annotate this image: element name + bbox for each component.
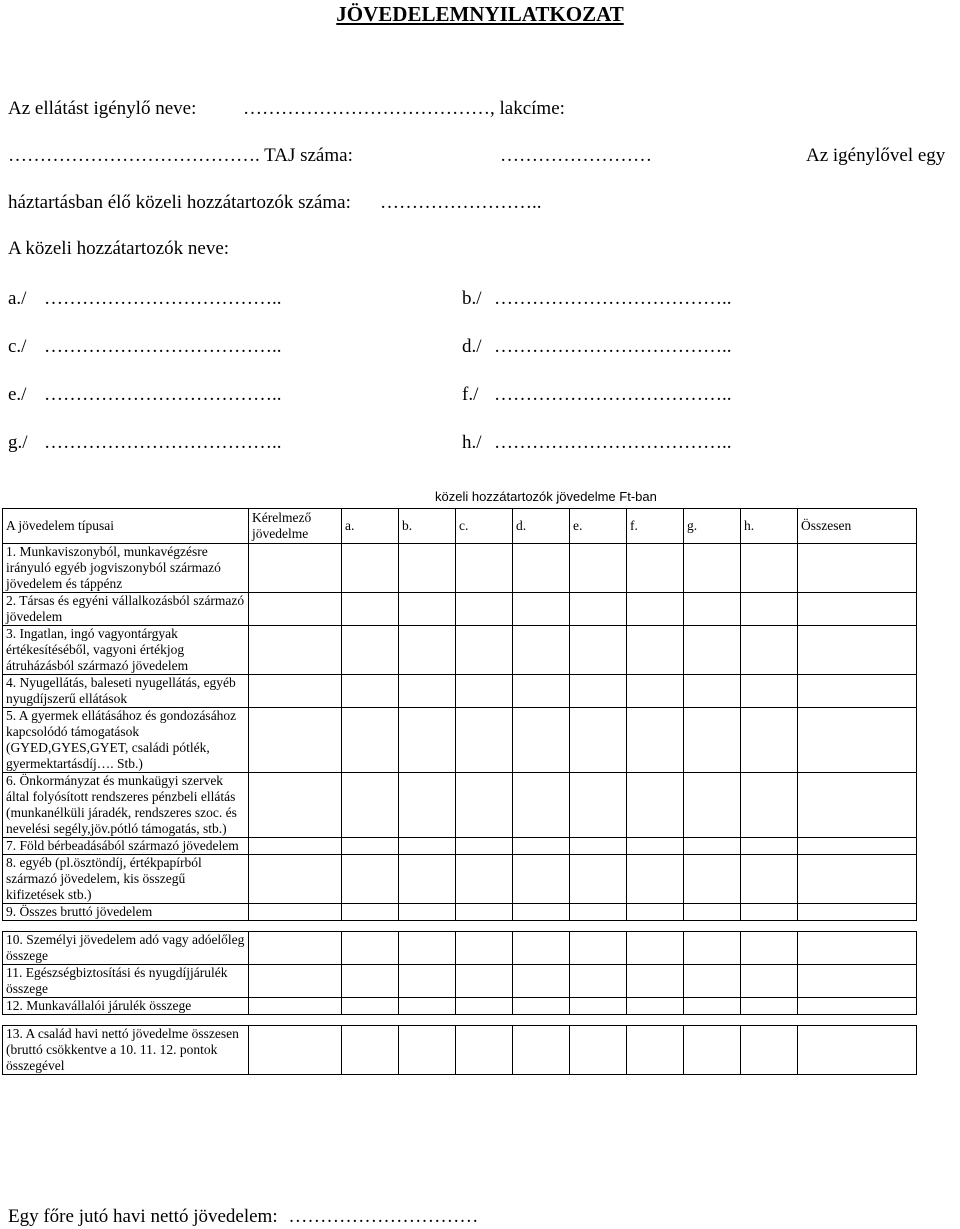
- applicant-income-cell[interactable]: [249, 773, 342, 838]
- table-row: [3, 675, 917, 708]
- total-income-cell[interactable]: [798, 708, 917, 773]
- total-income-cell[interactable]: [798, 626, 917, 675]
- header-income-type: A jövedelem típusai: [3, 509, 249, 544]
- member-income-cell[interactable]: [456, 838, 513, 855]
- member-income-cell[interactable]: [627, 965, 684, 998]
- header-member-b: b.: [399, 509, 456, 544]
- total-income-cell[interactable]: [798, 838, 917, 855]
- total-income-cell[interactable]: [798, 593, 917, 626]
- member-income-cell[interactable]: [399, 965, 456, 998]
- income-type-label: 8. egyéb (pl.ösztöndíj, értékpapírból származó jövedelem, kis összegű kifizetések stb.): [3, 855, 249, 904]
- member-income-cell[interactable]: [684, 855, 741, 904]
- member-income-cell[interactable]: [513, 675, 570, 708]
- member-income-cell[interactable]: [570, 544, 627, 593]
- total-income-cell[interactable]: [798, 544, 917, 593]
- income-type-label: 13. A család havi nettó jövedelme összesen (bruttó csökkentve a 10. 11. 12. pontok összegével: [3, 1026, 249, 1075]
- member-income-cell[interactable]: [570, 1026, 627, 1075]
- table-row: [3, 773, 917, 838]
- member-income-cell[interactable]: [741, 773, 798, 838]
- member-income-cell[interactable]: [627, 773, 684, 838]
- member-income-cell[interactable]: [684, 708, 741, 773]
- member-income-cell[interactable]: [627, 593, 684, 626]
- household-count-label: háztartásban élő közeli hozzátartozók száma:: [8, 192, 351, 213]
- member-income-cell[interactable]: [741, 932, 798, 965]
- total-income-cell[interactable]: [798, 1026, 917, 1075]
- member-income-cell[interactable]: [570, 932, 627, 965]
- relative-name-field[interactable]: ………………………………..: [44, 336, 282, 357]
- table-header-row: [3, 509, 917, 544]
- relative-name-field[interactable]: ………………………………..: [494, 288, 732, 309]
- member-income-cell[interactable]: [399, 998, 456, 1015]
- member-income-cell[interactable]: [684, 593, 741, 626]
- member-income-cell[interactable]: [399, 904, 456, 921]
- relative-label: e./: [8, 384, 27, 405]
- member-income-cell[interactable]: [456, 1026, 513, 1075]
- member-income-cell[interactable]: [456, 998, 513, 1015]
- table-row: [3, 998, 917, 1015]
- income-type-label: 9. Összes bruttó jövedelem: [3, 904, 249, 921]
- income-type-label: 12. Munkavállalói járulék összege: [3, 998, 249, 1015]
- member-income-cell[interactable]: [570, 773, 627, 838]
- member-income-cell[interactable]: [456, 544, 513, 593]
- member-income-cell[interactable]: [513, 708, 570, 773]
- per-capita-income-line: [8, 1206, 478, 1228]
- member-income-cell[interactable]: [570, 675, 627, 708]
- applicant-income-cell[interactable]: [249, 965, 342, 998]
- member-income-cell[interactable]: [570, 998, 627, 1015]
- member-income-cell[interactable]: [627, 838, 684, 855]
- member-income-cell[interactable]: [342, 544, 399, 593]
- member-income-cell[interactable]: [741, 675, 798, 708]
- member-income-cell[interactable]: [456, 965, 513, 998]
- member-income-cell[interactable]: [399, 932, 456, 965]
- table-row: [3, 965, 917, 998]
- applicant-income-cell[interactable]: [249, 838, 342, 855]
- member-income-cell[interactable]: [399, 675, 456, 708]
- member-income-cell[interactable]: [684, 838, 741, 855]
- member-income-cell[interactable]: [342, 965, 399, 998]
- income-type-label: 6. Önkormányzat és munkaügyi szervek által folyósított rendszeres pénzbeli ellátás (munkanélküli járadék, rendszeres szoc. és nevelési segély,jöv.pótló támogatás, stb.): [3, 773, 249, 838]
- header-member-c: c.: [456, 509, 513, 544]
- table-row: [3, 1026, 917, 1075]
- member-income-cell[interactable]: [342, 773, 399, 838]
- income-type-label: 7. Föld bérbeadásából származó jövedelem: [3, 838, 249, 855]
- member-income-cell[interactable]: [342, 855, 399, 904]
- member-income-cell[interactable]: [513, 932, 570, 965]
- table-spacer-cell: [3, 1015, 917, 1026]
- member-income-cell[interactable]: [456, 675, 513, 708]
- member-income-cell[interactable]: [456, 932, 513, 965]
- member-income-cell[interactable]: [627, 904, 684, 921]
- relative-label: f./: [462, 384, 479, 405]
- taj-number-field[interactable]: ……………………: [500, 145, 652, 166]
- member-income-cell[interactable]: [456, 626, 513, 675]
- applicant-income-cell[interactable]: [249, 1026, 342, 1075]
- member-income-cell[interactable]: [513, 544, 570, 593]
- member-income-cell[interactable]: [342, 675, 399, 708]
- member-income-cell[interactable]: [399, 773, 456, 838]
- per-capita-income-field[interactable]: …………………………: [288, 1206, 479, 1227]
- member-income-cell[interactable]: [684, 1026, 741, 1075]
- member-income-cell[interactable]: [399, 626, 456, 675]
- total-income-cell[interactable]: [798, 965, 917, 998]
- income-type-label: 4. Nyugellátás, baleseti nyugellátás, egyéb nyugdíjszerű ellátások: [3, 675, 249, 708]
- member-income-cell[interactable]: [570, 593, 627, 626]
- member-income-cell[interactable]: [741, 626, 798, 675]
- member-income-cell[interactable]: [570, 838, 627, 855]
- relative-label: d./: [462, 336, 482, 357]
- member-income-cell[interactable]: [570, 708, 627, 773]
- member-income-cell[interactable]: [627, 626, 684, 675]
- intro-line2-tail: Az igénylővel egy: [806, 145, 946, 166]
- relative-name-field[interactable]: ………………………………..: [494, 432, 732, 453]
- table-spacer-cell: [3, 921, 917, 932]
- document-title: JÖVEDELEMNYILATKOZAT: [336, 2, 624, 26]
- member-income-cell[interactable]: [513, 965, 570, 998]
- header-member-f: f.: [627, 509, 684, 544]
- header-member-d: d.: [513, 509, 570, 544]
- total-income-cell[interactable]: [798, 773, 917, 838]
- member-income-cell[interactable]: [513, 1026, 570, 1075]
- member-income-cell[interactable]: [627, 544, 684, 593]
- member-income-cell[interactable]: [570, 904, 627, 921]
- header-member-h: h.: [741, 509, 798, 544]
- header-total: Összesen: [798, 509, 917, 544]
- applicant-income-cell[interactable]: [249, 932, 342, 965]
- member-income-cell[interactable]: [513, 998, 570, 1015]
- member-income-cell[interactable]: [513, 855, 570, 904]
- member-income-cell[interactable]: [627, 1026, 684, 1075]
- relative-label: h./: [462, 432, 482, 453]
- member-income-cell[interactable]: [342, 838, 399, 855]
- header-applicant-income: Kérelmező jövedelme: [249, 509, 342, 544]
- member-income-cell[interactable]: [627, 675, 684, 708]
- member-income-cell[interactable]: [399, 838, 456, 855]
- relative-label: b./: [462, 288, 482, 309]
- member-income-cell[interactable]: [741, 998, 798, 1015]
- member-income-cell[interactable]: [399, 708, 456, 773]
- member-income-cell[interactable]: [456, 904, 513, 921]
- table-row: [3, 544, 917, 593]
- member-income-cell[interactable]: [741, 1026, 798, 1075]
- member-income-cell[interactable]: [342, 1026, 399, 1075]
- household-count-field[interactable]: ……………………..: [380, 192, 542, 213]
- address-field[interactable]: …………………………………. TAJ száma:: [8, 145, 353, 166]
- table-row: [3, 855, 917, 904]
- member-income-cell[interactable]: [513, 593, 570, 626]
- member-income-cell[interactable]: [741, 838, 798, 855]
- member-income-cell[interactable]: [342, 904, 399, 921]
- income-type-label: 2. Társas és egyéni vállalkozásból származó jövedelem: [3, 593, 249, 626]
- member-income-cell[interactable]: [513, 773, 570, 838]
- income-type-label: 3. Ingatlan, ingó vagyontárgyak értékesítéséből, vagyoni értékjog átruházásból származó jövedelem: [3, 626, 249, 675]
- member-income-cell[interactable]: [627, 932, 684, 965]
- member-income-cell[interactable]: [684, 904, 741, 921]
- relative-label: a./: [8, 288, 27, 309]
- member-income-cell[interactable]: [684, 932, 741, 965]
- relative-name-field[interactable]: ………………………………..: [494, 384, 732, 405]
- member-income-cell[interactable]: [342, 593, 399, 626]
- total-income-cell[interactable]: [798, 904, 917, 921]
- member-income-cell[interactable]: [741, 904, 798, 921]
- member-income-cell[interactable]: [741, 855, 798, 904]
- member-income-cell[interactable]: [741, 593, 798, 626]
- income-type-label: 1. Munkaviszonyból, munkavégzésre irányuló egyéb jogviszonyból származó jövedelem és táppénz: [3, 544, 249, 593]
- member-income-cell[interactable]: [570, 626, 627, 675]
- member-income-cell[interactable]: [456, 773, 513, 838]
- member-income-cell[interactable]: [684, 544, 741, 593]
- member-income-cell[interactable]: [342, 998, 399, 1015]
- table-caption: közeli hozzátartozók jövedelme Ft-ban: [435, 489, 657, 504]
- member-income-cell[interactable]: [513, 626, 570, 675]
- relative-name-field[interactable]: ………………………………..: [44, 384, 282, 405]
- relative-name-field[interactable]: ………………………………..: [494, 336, 732, 357]
- relative-name-field[interactable]: ………………………………..: [44, 432, 282, 453]
- member-income-cell[interactable]: [627, 998, 684, 1015]
- applicant-income-cell[interactable]: [249, 708, 342, 773]
- applicant-name-label: Az ellátást igénylő neve:: [8, 98, 197, 119]
- member-income-cell[interactable]: [456, 708, 513, 773]
- member-income-cell[interactable]: [570, 965, 627, 998]
- relatives-heading: A közeli hozzátartozók neve:: [8, 238, 230, 259]
- income-type-label: 5. A gyermek ellátásához és gondozásához kapcsolódó támogatások (GYED,GYES,GYET, családi pótlék, gyermektartásdíj…. Stb.): [3, 708, 249, 773]
- applicant-income-cell[interactable]: [249, 626, 342, 675]
- applicant-name-field[interactable]: …………………………………, lakcíme:: [243, 98, 565, 119]
- member-income-cell[interactable]: [570, 855, 627, 904]
- member-income-cell[interactable]: [399, 593, 456, 626]
- relative-name-field[interactable]: ………………………………..: [44, 288, 282, 309]
- member-income-cell[interactable]: [513, 838, 570, 855]
- table-row: [3, 932, 917, 965]
- income-table: [2, 508, 917, 1075]
- relative-label: g./: [8, 432, 28, 453]
- table-row: [3, 904, 917, 921]
- member-income-cell[interactable]: [342, 708, 399, 773]
- member-income-cell[interactable]: [399, 855, 456, 904]
- total-income-cell[interactable]: [798, 932, 917, 965]
- table-row: [3, 593, 917, 626]
- table-spacer: [3, 921, 917, 932]
- per-capita-income-label: Egy főre jutó havi nettó jövedelem:: [8, 1206, 278, 1227]
- header-member-g: g.: [684, 509, 741, 544]
- member-income-cell[interactable]: [684, 675, 741, 708]
- member-income-cell[interactable]: [684, 773, 741, 838]
- member-income-cell[interactable]: [684, 998, 741, 1015]
- income-type-label: 11. Egészségbiztosítási és nyugdíjjárulék összege: [3, 965, 249, 998]
- member-income-cell[interactable]: [513, 904, 570, 921]
- member-income-cell[interactable]: [741, 965, 798, 998]
- relative-label: c./: [8, 336, 27, 357]
- applicant-income-cell[interactable]: [249, 998, 342, 1015]
- income-type-label: 10. Személyi jövedelem adó vagy adóelőleg összege: [3, 932, 249, 965]
- total-income-cell[interactable]: [798, 675, 917, 708]
- member-income-cell[interactable]: [342, 626, 399, 675]
- member-income-cell[interactable]: [627, 708, 684, 773]
- total-income-cell[interactable]: [798, 855, 917, 904]
- total-income-cell[interactable]: [798, 998, 917, 1015]
- member-income-cell[interactable]: [684, 626, 741, 675]
- member-income-cell[interactable]: [684, 965, 741, 998]
- member-income-cell[interactable]: [456, 593, 513, 626]
- member-income-cell[interactable]: [342, 932, 399, 965]
- member-income-cell[interactable]: [741, 544, 798, 593]
- member-income-cell[interactable]: [456, 855, 513, 904]
- applicant-income-cell[interactable]: [249, 904, 342, 921]
- member-income-cell[interactable]: [399, 1026, 456, 1075]
- applicant-income-cell[interactable]: [249, 675, 342, 708]
- table-row: [3, 708, 917, 773]
- member-income-cell[interactable]: [627, 855, 684, 904]
- table-row: [3, 838, 917, 855]
- table-spacer: [3, 1015, 917, 1026]
- applicant-income-cell[interactable]: [249, 855, 342, 904]
- table-row: [3, 626, 917, 675]
- applicant-income-cell[interactable]: [249, 593, 342, 626]
- header-member-a: a.: [342, 509, 399, 544]
- header-member-e: e.: [570, 509, 627, 544]
- applicant-income-cell[interactable]: [249, 544, 342, 593]
- member-income-cell[interactable]: [741, 708, 798, 773]
- member-income-cell[interactable]: [399, 544, 456, 593]
